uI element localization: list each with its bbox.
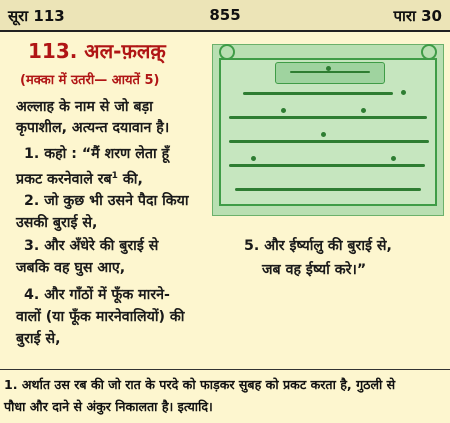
para-label: पारा 30 [393,7,442,25]
surah-label: सूरा 113 [8,7,65,25]
arabic-text-image [212,44,444,216]
verse-4-line-3: बुराई से, [16,331,61,347]
verse-1-line-2: प्रकट करनेवाले रब$^1$ की, [16,171,143,188]
footnote-line-2: पौधा और दाने से अंकुर निकालता है। इत्यादि। [4,399,213,414]
page-header [0,0,450,32]
footnote-ref: 1 [111,171,118,181]
verse-5-line-1: 5. और ईर्ष्यालु की बुराई से, [244,238,392,254]
footnote [0,369,450,423]
page-number: 855 [209,6,241,24]
surah-title: 113. अल-फ़लक़् [28,39,166,63]
verse-3-line-2: जबकि वह घुस आए, [16,260,126,276]
footnote-line-1: 1. अर्थात उस रब की जो रात के परदे को फाड़कर सुबह को प्रकट करता है, गुठली से [4,377,396,392]
verse-1-line-1: 1. कहो : “मैं शरण लेता हूँ [24,146,170,162]
verse-2-line-1: 2. जो कुछ भी उसने पैदा किया [24,193,189,209]
verse-4-line-2: वालों (या फूँक मारनेवालियों) की [16,309,185,325]
intro-line-2: कृपाशील, अत्यन्त दयावान है। [16,120,170,136]
surah-subtitle: (मक्का में उतरी— आयतें 5) [20,73,160,88]
verse-5-line-2: जब वह ईर्ष्या करे।” [262,262,367,278]
verse-4-line-1: 4. और गाँठों में फूँक मारने- [24,287,170,303]
surah-name-band [275,62,385,84]
intro-line-1: अल्लाह के नाम से जो बड़ा [16,99,153,115]
verse-2-line-2: उसकी बुराई से, [16,215,98,231]
verse-3-line-1: 3. और अँधेरे की बुराई से [24,238,159,254]
arabic-text-frame [219,58,437,206]
